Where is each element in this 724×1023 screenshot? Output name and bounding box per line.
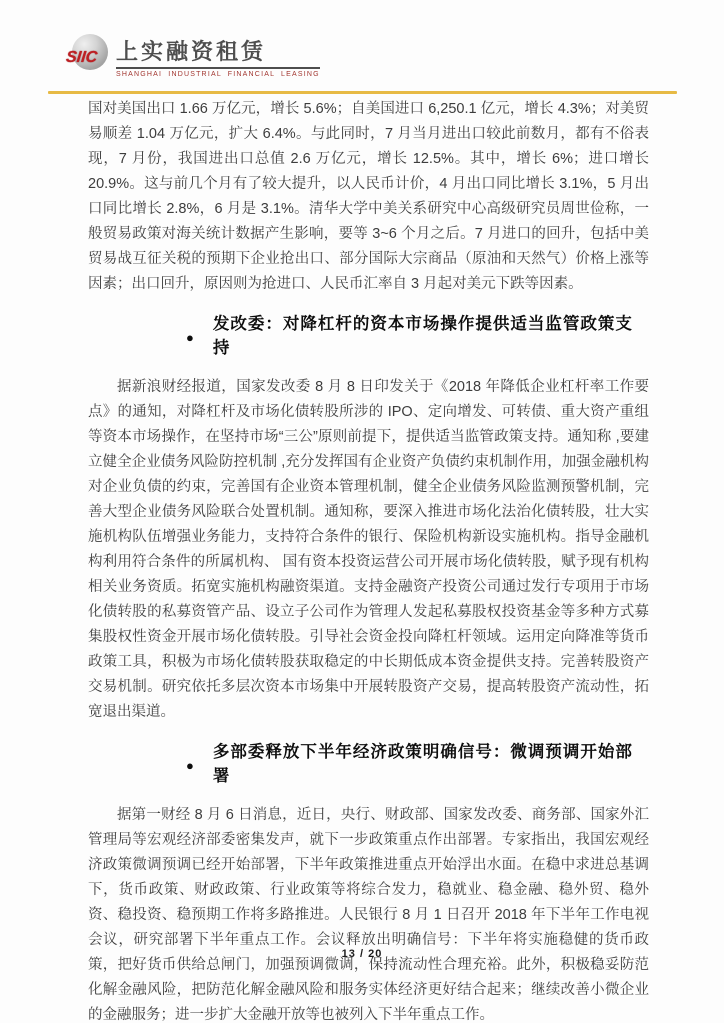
paragraph-trade-statistics: 国对美国出口 1.66 万亿元，增长 5.6%；自美国进口 6,250.1 亿元，增长 4.3%；对美贸易顺差 1.04 万亿元，扩大 6.4%。与此同时，7 月当月进出口较此前数月，都有不俗表现，7 月份，我国进出口总值 2.6 万亿元，增长 12.5%。其中，增长 6%；进口增长 20.9%。这与前几个月有了较大提升，以人民币计价，4 月出口同比增长 3.1%，5 月出口同比增长 2.8%，6 月是 3.1%。清华大学中美关系研究中心高级研究员周世俭称，一般贸易政策对海关统计数据产生影响，要等 3~6 个月之后。7 月进口的回升，包括中美贸易战互征关税的预期下企业抢出口、部分国际大宗商品（原油和天然气）价格上涨等因素；出口回升，原因则为抢进口、人民币汇率自 3 月起对美元下跌等因素。 — [88, 101, 649, 292]
logo-wordmark — [116, 34, 320, 78]
bullet-icon: ● — [186, 329, 195, 345]
header-divider-rule — [48, 91, 677, 94]
paragraph-ndrc-policy: 据新浪财经报道，国家发改委 8 月 8 日印发关于《2018 年降低企业杠杆率工作要点》的通知，对降杠杆及市场化债转股所涉的 IPO、定向增发、可转债、重大资产重组等资本市场操作，在坚持市场“三公”原则前提下，提供适当监管政策支持。通知称 ,要建立健全企业债务风险防控机制 ,充分发挥国有企业资产负债约束机制作用，加强金融机构对企业负债的约束，完善国有企业资本管理机制，健全企业债务风险监测预警机制，完善大型企业债务风险联合处置机制。通知称，要深入推进市场化法治化债转股，壮大实施机构队伍增强业务能力，支持符合条件的银行、保险机构新设实施机构。指导金融机构利用符合条件的所属机构、 国有资本投资运营公司开展市场化债转股，赋予现有机构相关业务资质。拓宽实施机构融资渠道。支持金融资产投资公司通过发行专项用于市场化债转股的私募资管产品、设立子公司作为管理人发起私募股权投资基金等多种方式募集股权性资金开展市场化债转股。引导社会资金投向降杠杆领域。运用定向降准等货币政策工具，积极为市场化债转股获取稳定的中长期低成本资金提供支持。完善转股资产交易机制。研究依托多层次资本市场集中开展转股资产交易，提高转股资产流动性，拓宽退出渠道。 — [88, 379, 649, 720]
company-name-en: SHANGHAI INDUSTRIAL FINANCIAL LEASING — [116, 71, 320, 79]
paragraph-economic-policy: 据第一财经 8 月 6 日消息，近日，央行、财政部、国家发改委、商务部、国家外汇管理局等宏观经济部委密集发声，就下一步政策重点作出部署。专家指出，我国宏观经济政策微调预调已经开始部署，下半年政策推进重点开始浮出水面。在稳中求进总基调下，货币政策、财政政策、行业政策等将综合发力，稳就业、稳金融、稳外贸、稳外资、稳投资、稳预期工作将多路推进。人民银行 8 月 1 日召开 2018 年下半年工作电视会议，研究部署下半年重点工作。会议释放出明确信号：下半年将实施稳健的货币政策，把好货币供给总闸门，加强预调微调，保持流动性合理充裕。此外，积极稳妥防范化解金融风险，把防范化解金融风险和服务实体经济更好结合起来；继续改善小微企业的金融服务；进一步扩大金融开放等也被列入下半年重点工作。 — [88, 807, 649, 1023]
siic-logo-text: SIIC — [65, 49, 99, 66]
page-number: 13 / 20 — [341, 948, 383, 960]
section-title-economic-policy: 多部委释放下半年经济政策明确信号：微调预调开始部署 — [212, 743, 633, 785]
page-footer — [0, 944, 724, 962]
company-name-cn: 上实融资租赁 — [116, 40, 320, 69]
document-body — [88, 97, 649, 1023]
company-logo — [65, 34, 320, 79]
globe-icon — [65, 34, 108, 70]
section-heading-ndrc-policy — [186, 312, 649, 360]
section-title-ndrc: 发改委：对降杠杆的资本市场操作提供适当监管政策支持 — [212, 315, 633, 357]
section-heading-economic-policy — [186, 740, 649, 788]
bullet-icon: ● — [186, 757, 195, 773]
